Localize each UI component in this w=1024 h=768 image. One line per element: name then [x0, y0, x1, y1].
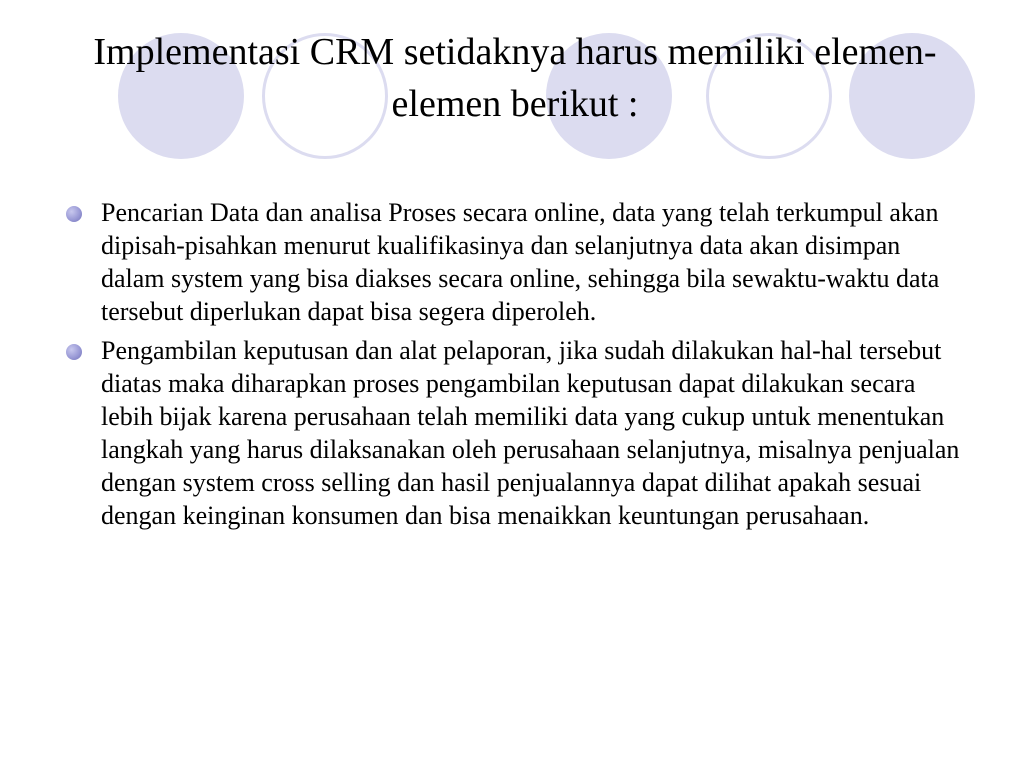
bullet-text: Pengambilan keputusan dan alat pelaporan, jika sudah dilakukan hal-hal tersebut diatas maka diharapkan proses pengambilan keputusan dapat dilakukan secara lebih bijak karena perusahaan telah memiliki data yang cukup untuk menentukan langkah yang harus dilaksanakan oleh perusahaan selanjutnya, misalnya penjualan dengan system cross selling dan hasil penjualannya dapat dilihat apakah sesuai dengan keinginan konsumen dan bisa menaikkan keuntungan perusahaan.: [101, 336, 960, 530]
bullet-icon: [66, 206, 82, 222]
bullet-item: [64, 334, 964, 532]
bullet-list: [64, 196, 964, 538]
slide-title: Implementasi CRM setidaknya harus memiliki elemen-elemen berikut :: [93, 31, 937, 125]
bullet-text: Pencarian Data dan analisa Proses secara online, data yang telah terkumpul akan dipisah-pisahkan menurut kualifikasinya dan selanjutnya data akan disimpan dalam system yang bisa diakses secara online, sehingga bila sewaktu-waktu data tersebut diperlukan dapat bisa segera diperoleh.: [101, 198, 940, 326]
bullet-icon: [66, 344, 82, 360]
bullet-item: [64, 196, 964, 328]
